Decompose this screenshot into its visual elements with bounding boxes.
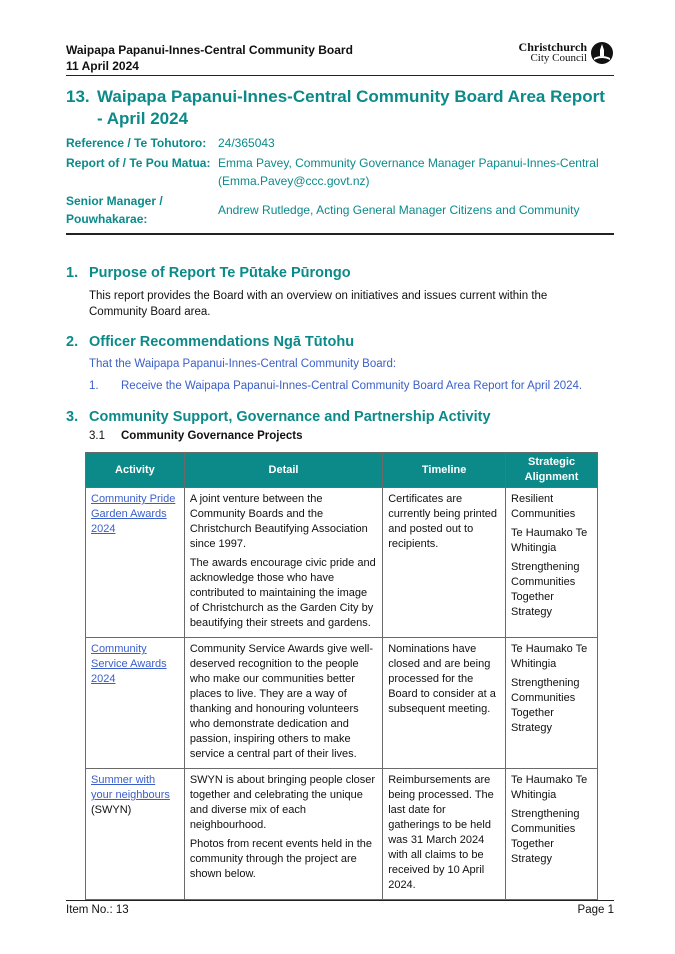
report-title — [66, 86, 614, 130]
detail-cell — [184, 638, 382, 769]
detail-paragraph: A joint venture between the Community Boards and the Christchurch Beautifying Association since 1997. — [189, 493, 368, 550]
alignment-item: Strengthening Communities Together Strategy — [511, 808, 580, 865]
meta-key: Reference / Te Tohutoro: — [66, 136, 207, 150]
board-name: Waipapa Papanui-Innes-Central Community Board — [66, 43, 353, 57]
item-number: Item No.: 13 — [66, 904, 129, 916]
activity-cell — [86, 488, 185, 638]
logo-line1: Christchurch — [518, 40, 587, 54]
logo-line2: City Council — [530, 52, 587, 64]
council-logo — [519, 42, 614, 65]
column-header: Strategic Alignment — [506, 453, 598, 488]
detail-paragraph: The awards encourage civic pride and acknowledge those who have contributed to maintaining the image of Christchurch as the Garden City by beautifying their streets and gardens. — [189, 557, 376, 629]
timeline-cell: Certificates are currently being printed and posted out to recipients. — [383, 488, 506, 638]
section-title: Community Support, Governance and Partnership Activity — [89, 409, 491, 425]
alignment-cell — [506, 488, 598, 638]
section-heading-recommendations — [66, 333, 354, 351]
detail-cell — [184, 769, 382, 900]
table-header-row — [86, 453, 598, 488]
alignment-cell — [506, 769, 598, 900]
meta-value: Emma Pavey, Community Governance Manager Papanui-Innes-Central (Emma.Pavey@ccc.govt.nz) — [218, 156, 599, 188]
detail-paragraph: Community Service Awards give well-deserved recognition to the people who make our communities better places to live. They are a way of thanking and honouring volunteers who demonstrate dedication and passion, inspiring others to make service a central part of their lives. — [189, 643, 374, 760]
recommendation-item — [89, 378, 589, 394]
activity-link[interactable]: Community Pride Garden Awards 2024 — [91, 493, 176, 535]
meta-row-reference — [66, 134, 614, 152]
alignment-item: Te Haumako Te Whitingia — [511, 774, 588, 801]
meta-key: Report of / Te Pou Matua: — [66, 156, 211, 170]
page-header — [66, 42, 614, 76]
timeline-cell: Nominations have closed and are being processed for the Board to consider at a subsequent meeting. — [383, 638, 506, 769]
activity-link[interactable]: Community Service Awards 2024 — [91, 643, 167, 685]
table-row — [86, 488, 598, 638]
cathedral-icon — [590, 41, 614, 65]
section-heading-purpose — [66, 264, 351, 282]
page-number: Page 1 — [577, 904, 614, 916]
meeting-date: 11 April 2024 — [66, 59, 139, 73]
purpose-text: This report provides the Board with an overview on initiatives and issues current within the Community Board area. — [89, 290, 548, 318]
timeline-cell: Reimbursements are being processed. The last date for gatherings to be held was 31 March 2024 with all claims to be received by 10 April 2024. — [383, 769, 506, 900]
activity-cell — [86, 638, 185, 769]
alignment-item: Te Haumako Te Whitingia — [511, 643, 588, 670]
table-row — [86, 769, 598, 900]
section-number: 2. — [66, 334, 79, 350]
recommendation-intro: That the Waipapa Papanui-Innes-Central Community Board: — [89, 358, 397, 370]
section-number: 3. — [66, 409, 79, 425]
section-title: Purpose of Report Te Pūtake Pūrongo — [89, 265, 351, 281]
meta-row-author — [66, 154, 614, 190]
meta-value: 24/365043 — [218, 136, 275, 150]
alignment-item: Te Haumako Te Whitingia — [511, 527, 588, 554]
title-number: 13. — [66, 87, 90, 106]
title-line2: - April 2024 — [97, 109, 189, 128]
meta-key: Senior Manager / Pouwhakarae: — [66, 194, 163, 226]
section-number: 1. — [66, 265, 79, 281]
column-header: Timeline — [383, 453, 506, 488]
title-line1: Waipapa Papanui-Innes-Central Community Board Area Report — [97, 87, 605, 106]
report-meta — [66, 134, 614, 235]
subsection-number: 3.1 — [89, 430, 105, 442]
detail-paragraph: SWYN is about bringing people closer together and celebrating the unique and diverse mix of each neighbourhood. — [189, 774, 376, 831]
recommendation-number: 1. — [89, 380, 99, 392]
recommendation-text: Receive the Waipapa Papanui-Innes-Central Community Board Area Report for April 2024. — [121, 380, 583, 392]
meta-row-senior-manager — [66, 192, 614, 228]
page-footer — [66, 900, 614, 916]
alignment-cell — [506, 638, 598, 769]
governance-projects-table — [85, 452, 598, 900]
section-heading-community-support — [66, 408, 491, 426]
alignment-item: Strengthening Communities Together Strategy — [511, 677, 580, 734]
alignment-item: Strengthening Communities Together Strategy — [511, 561, 580, 618]
meta-value: Andrew Rutledge, Acting General Manager Citizens and Community — [218, 203, 580, 217]
column-header: Activity — [86, 453, 185, 488]
table-row — [86, 638, 598, 769]
section-title: Officer Recommendations Ngā Tūtohu — [89, 334, 355, 350]
subsection-title: Community Governance Projects — [121, 430, 303, 442]
activity-cell — [86, 769, 185, 900]
alignment-item: Resilient Communities — [511, 493, 576, 520]
detail-cell — [184, 488, 382, 638]
subsection-heading — [89, 430, 303, 442]
detail-paragraph: Photos from recent events held in the community through the project are shown below. — [189, 838, 373, 880]
activity-link[interactable]: Summer with your neighbours — [91, 774, 170, 801]
column-header: Detail — [184, 453, 382, 488]
activity-suffix: (SWYN) — [91, 804, 132, 816]
